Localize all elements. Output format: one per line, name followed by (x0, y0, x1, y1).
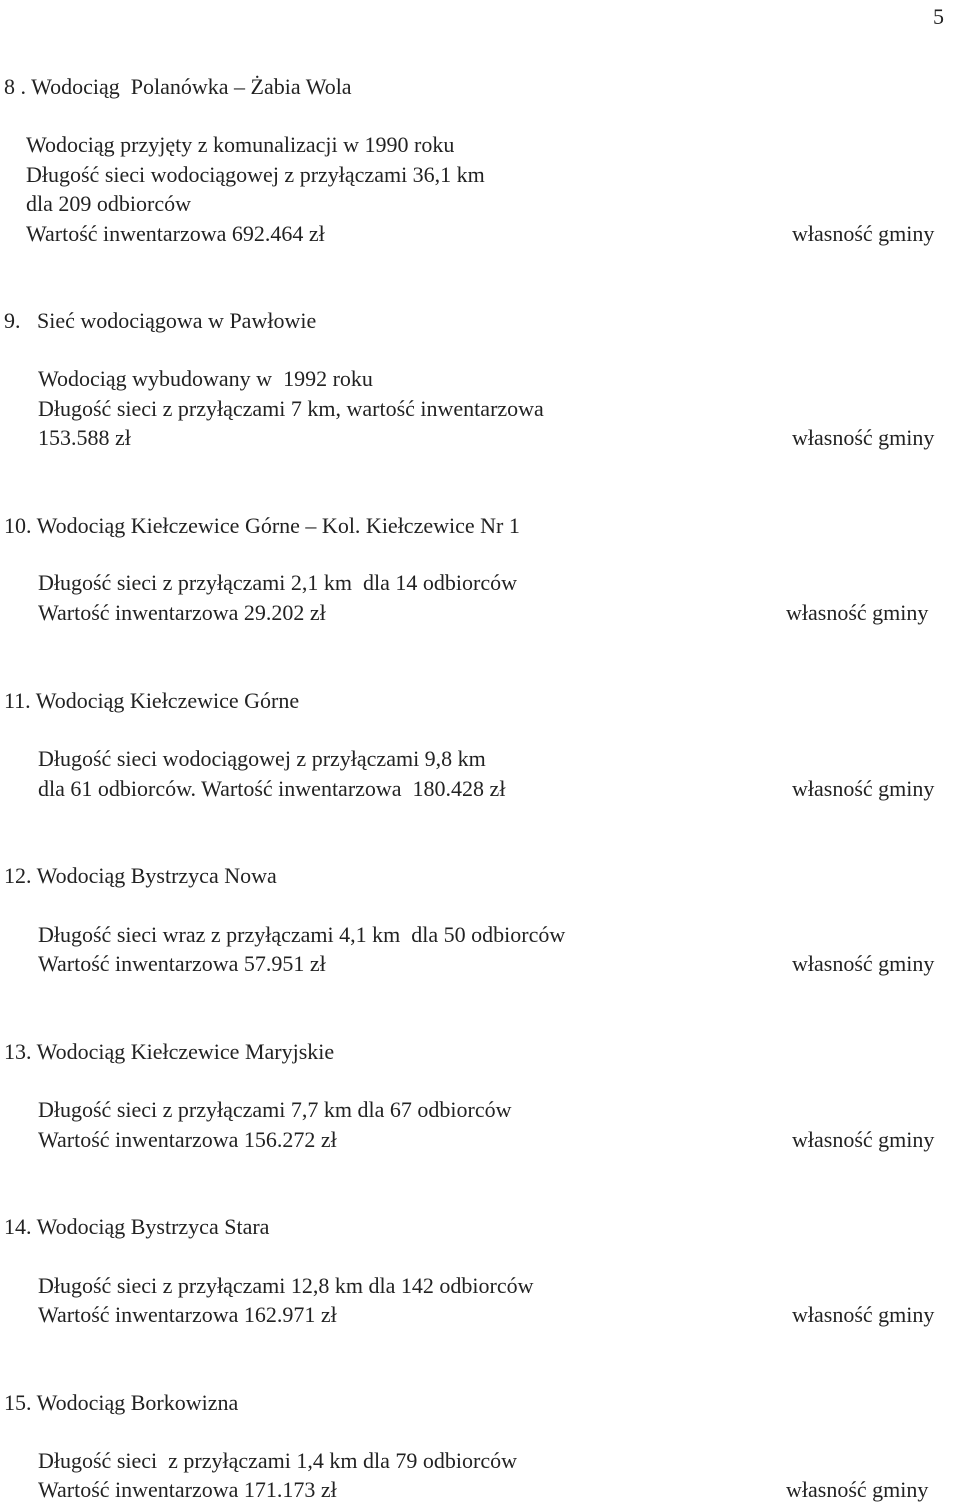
section-line: 153.588 zł (38, 425, 131, 450)
section-heading: 15. Wodociąg Borkowizna (4, 1390, 239, 1415)
section-line: Długość sieci wraz z przyłączami 4,1 km dla 50 odbiorców (38, 922, 566, 947)
section-heading: 9. Sieć wodociągowa w Pawłowie (4, 308, 317, 333)
section-line: Długość sieci z przyłączami 7,7 km dla 67 odbiorców (38, 1097, 512, 1122)
section-heading: 8 . Wodociąg Polanówka – Żabia Wola (4, 74, 352, 99)
section-line: Długość sieci z przyłączami 1,4 km dla 79 odbiorców (38, 1448, 517, 1473)
section-line: dla 209 odbiorców (26, 191, 191, 216)
section-line: Wartość inwentarzowa 162.971 zł (38, 1302, 337, 1327)
section-line: dla 61 odbiorców. Wartość inwentarzowa 180.428 zł (38, 776, 506, 801)
ownership-label: własność gminy (792, 425, 935, 450)
section-line: Wodociąg przyjęty z komunalizacji w 1990 roku (26, 132, 455, 157)
section-line: Wartość inwentarzowa 156.272 zł (38, 1127, 337, 1152)
section-line: Długość sieci z przyłączami 7 km, wartość inwentarzowa (38, 396, 544, 421)
section-line: Wartość inwentarzowa 692.464 zł (26, 221, 325, 246)
section-heading: 10. Wodociąg Kiełczewice Górne – Kol. Kiełczewice Nr 1 (4, 513, 520, 538)
ownership-label: własność gminy (792, 951, 935, 976)
section-line: Długość sieci wodociągowej z przyłączami 9,8 km (38, 746, 486, 771)
section-line: Długość sieci z przyłączami 2,1 km dla 14 odbiorców (38, 570, 517, 595)
section-line: Długość sieci wodociągowej z przyłączami 36,1 km (26, 162, 485, 187)
ownership-label: własność gminy (786, 1477, 929, 1502)
section-line: Długość sieci z przyłączami 12,8 km dla 142 odbiorców (38, 1273, 534, 1298)
ownership-label: własność gminy (792, 221, 935, 246)
section-line: Wartość inwentarzowa 171.173 zł (38, 1477, 337, 1502)
ownership-label: własność gminy (792, 776, 935, 801)
page-number: 5 (933, 4, 944, 29)
section-line: Wartość inwentarzowa 29.202 zł (38, 600, 326, 625)
section-line: Wodociąg wybudowany w 1992 roku (38, 366, 373, 391)
section-heading: 14. Wodociąg Bystrzyca Stara (4, 1214, 270, 1239)
section-heading: 12. Wodociąg Bystrzyca Nowa (4, 863, 277, 888)
section-heading: 11. Wodociąg Kiełczewice Górne (4, 688, 300, 713)
ownership-label: własność gminy (792, 1127, 935, 1152)
section-line: Wartość inwentarzowa 57.951 zł (38, 951, 326, 976)
ownership-label: własność gminy (792, 1302, 935, 1327)
section-heading: 13. Wodociąg Kiełczewice Maryjskie (4, 1039, 335, 1064)
ownership-label: własność gminy (786, 600, 929, 625)
